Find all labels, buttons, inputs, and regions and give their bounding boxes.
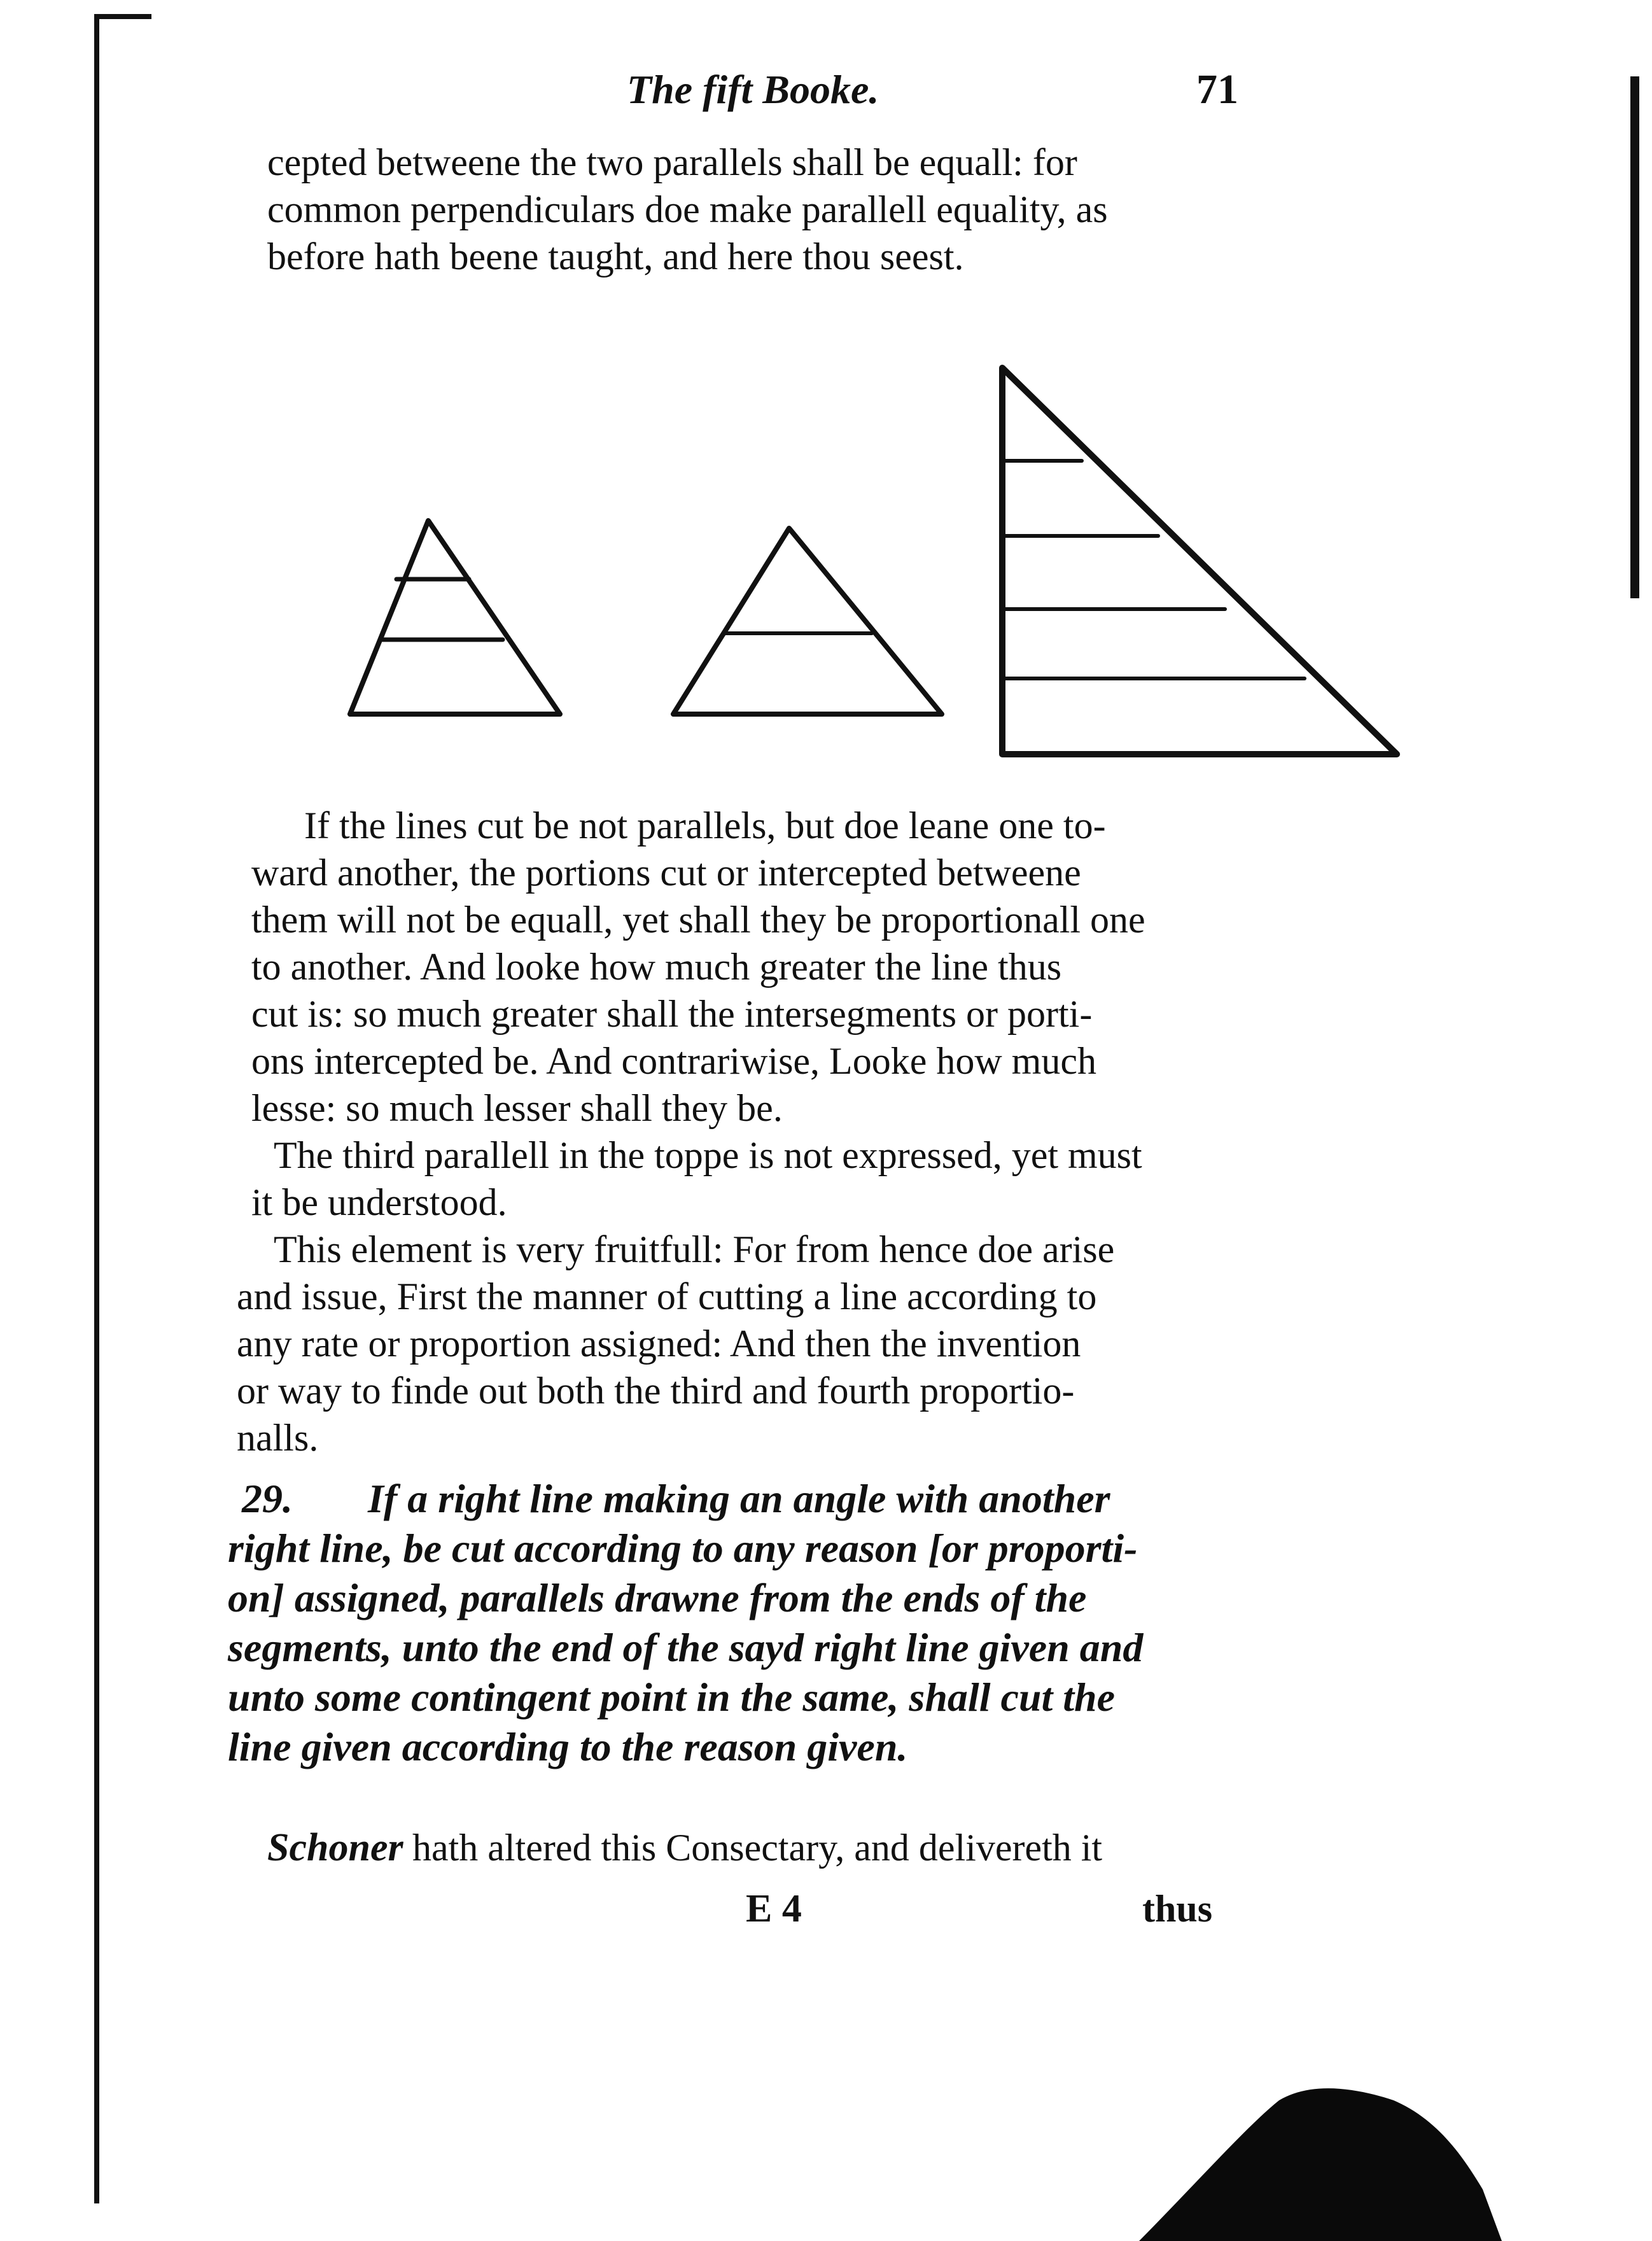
proposition-line: segments, unto the end of the sayd right line given and [228, 1625, 1144, 1670]
text-line: them will not be equall, yet shall they be proportionall one [251, 899, 1145, 941]
proposition-line: line given according to the reason given. [228, 1724, 908, 1769]
text-line: nalls. [237, 1417, 319, 1459]
text-line: lesse: so much lesser shall they be. [251, 1087, 783, 1129]
text-line: common perpendiculars doe make parallell equality, as [267, 188, 1108, 230]
closing-text: hath altered this Consectary, and delivereth it [412, 1827, 1103, 1869]
proposition-line: If a right line making an angle with another [368, 1476, 1110, 1521]
text-line: cut is: so much greater shall the intersegments or porti- [251, 993, 1093, 1035]
proposition-line: right line, be cut according to any reason [or proporti- [228, 1526, 1138, 1571]
running-title: The fift Booke. [627, 67, 879, 112]
page-number: 71 [1196, 66, 1238, 113]
proposition-line: on] assigned, parallels drawne from the ends of the [228, 1575, 1087, 1620]
catchword: thus [1142, 1888, 1213, 1930]
text-line: and issue, First the manner of cutting a line according to [237, 1275, 1097, 1317]
text-line: The third parallell in the toppe is not expressed, yet must [274, 1134, 1142, 1176]
text-line: ons intercepted be. And contrariwise, Looke how much [251, 1040, 1096, 1082]
proposition-number: 29. [242, 1476, 293, 1521]
text-line: it be understood. [251, 1181, 507, 1223]
text-line: to another. And looke how much greater the line thus [251, 946, 1062, 988]
text-line: before hath beene taught, and here thou seest. [267, 235, 964, 277]
proposition-line: unto some contingent point in the same, shall cut the [228, 1675, 1116, 1720]
text-line: any rate or proportion assigned: And then the invention [237, 1323, 1081, 1365]
text-line: ward another, the portions cut or intercepted betweene [251, 852, 1081, 894]
text-line: cepted betweene the two parallels shall be equall: for [267, 141, 1077, 183]
text-line: or way to finde out both the third and fourth proportio- [237, 1370, 1075, 1412]
signature-mark: E 4 [746, 1887, 802, 1930]
author-name: Schoner [267, 1826, 403, 1869]
text-line: This element is very fruitfull: For from hence doe arise [274, 1228, 1115, 1270]
text-line: If the lines cut be not parallels, but doe leane one to- [304, 804, 1106, 847]
